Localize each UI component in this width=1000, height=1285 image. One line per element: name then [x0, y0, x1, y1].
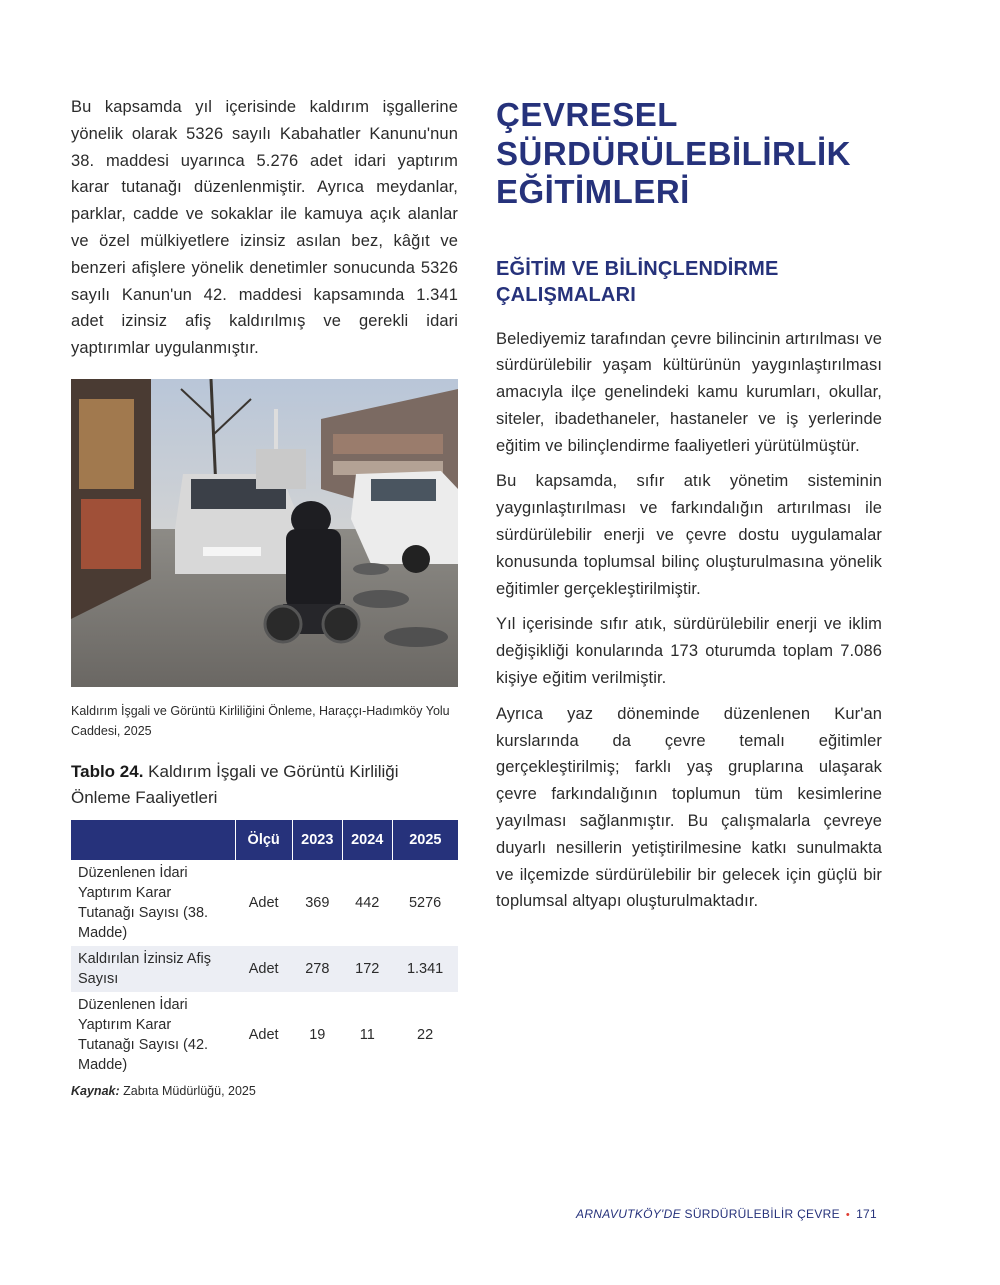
header-unit: Ölçü [235, 820, 292, 860]
row-2024: 172 [342, 946, 392, 992]
source-note [71, 1084, 458, 1098]
activities-table [71, 820, 458, 1078]
section-title-line3: EĞİTİMLERİ [496, 173, 690, 210]
footer-dot-icon: • [845, 1209, 851, 1221]
header-2024: 2024 [342, 820, 392, 860]
header-2023: 2023 [292, 820, 342, 860]
section-title-line1: ÇEVRESEL [496, 96, 678, 133]
subsection-title [496, 256, 882, 308]
section-title [496, 96, 882, 212]
table-row [71, 946, 458, 992]
footer-text: SÜRDÜRÜLEBİLİR ÇEVRE [680, 1207, 840, 1221]
body-paragraph-1: Belediyemiz tarafından çevre bilincinin artırılması ve sürdürülebilir yaşam kültürünün yaygınlaştırılması amacıyla ilçe genelindeki kamu kurumları, okullar, siteler, ibadethaneler, hastaneler ve iş yerlerinde eğitim ve bilinçlendirme faaliyetleri yürütülmüştür. [496, 329, 882, 455]
page-number: 171 [856, 1207, 877, 1221]
row-unit: Adet [235, 946, 292, 992]
row-2025: 22 [417, 1026, 434, 1043]
row-label: Kaldırılan İzinsiz Afiş Sayısı [71, 946, 235, 992]
page-footer [576, 1207, 877, 1221]
source-text: Zabıta Müdürlüğü, 2025 [119, 1083, 256, 1098]
section-title-line2: SÜRDÜRÜLEBİLİRLİK [496, 134, 851, 172]
row-unit: Adet [248, 894, 279, 911]
header-2025: 2025 [392, 820, 458, 860]
row-unit: Adet [248, 1026, 279, 1043]
row-2024: 11 [359, 1026, 375, 1043]
header-empty [71, 820, 235, 860]
photo-caption: Kaldırım İşgali ve Görüntü Kirliliğini Önleme, Haraççı-Hadımköy Yolu Caddesi, 2025 [71, 703, 450, 738]
row-label: Düzenlenen İdari Yaptırım Karar Tutanağı Sayısı (42. Madde) [78, 996, 209, 1073]
table-row [71, 860, 458, 946]
right-column [496, 96, 882, 924]
row-2023: 19 [309, 1026, 326, 1043]
intro-paragraph: Bu kapsamda yıl içerisinde kaldırım işgallerine yönelik olarak 5326 sayılı Kabahatler Kanunu'nun 38. maddesi uyarınca 5.276 adet idari yaptırım karar tutanağı düzenlenmiştir. Ayrıca meydanlar, parklar, cadde ve sokaklar ile kamuya açık alanlar ve özel mülkiyetlere izinsiz asılan bez, kâğıt ve benzeri afişlere yönelik denetimler sonucunda 5326 sayılı Kanun'un 42. maddesi kapsamında 1.341 adet izinsiz afiş kaldırılmış ve gerekli idari yaptırımlar uygulanmıştır. [71, 98, 458, 358]
row-2024: 442 [355, 894, 380, 911]
photo-illustration [71, 379, 458, 687]
left-column [71, 94, 458, 1098]
body-paragraph-3: Yıl içerisinde sıfır atık, sürdürülebilir enerji ve iklim değişikliği konularında 173 oturumda toplam 7.086 kişiye eğitim verilmiştir. [496, 615, 882, 688]
table-title [71, 759, 458, 811]
subsection-title-line2: ÇALIŞMALARI [496, 283, 636, 306]
table-header-row [71, 820, 458, 860]
row-2025: 5276 [408, 894, 442, 911]
table-title-text: Kaldırım İşgali ve Görüntü Kirliliği Önleme Faaliyetleri [71, 761, 399, 807]
table-row [71, 992, 458, 1078]
footer-italic: ARNAVUTKÖY'DE [576, 1207, 681, 1221]
body-paragraph-2: Bu kapsamda, sıfır atık yönetim sisteminin yaygınlaştırılması ve farkındalığın artırılması ile sürdürülebilir enerji ve çevre dostu uygulamalar konusunda toplumsal bilinç oluşturulmasına yönelik eğitimler gerçekleştirilmiştir. [496, 472, 882, 598]
row-2025: 1.341 [392, 946, 458, 992]
source-label: Kaynak: [71, 1083, 120, 1098]
row-2023: 369 [305, 894, 330, 911]
subsection-title-line1: EĞİTİM VE BİLİNÇLENDİRME [496, 257, 779, 280]
table-title-number: Tablo 24. [71, 761, 144, 781]
street-photo [71, 379, 458, 687]
row-2023: 278 [292, 946, 342, 992]
row-label: Düzenlenen İdari Yaptırım Karar Tutanağı Sayısı (38. Madde) [78, 864, 209, 941]
body-paragraph-4: Ayrıca yaz döneminde düzenlenen Kur'an kurslarında da çevre temalı eğitimler gerçekleştirilmiş; farklı yaş gruplarına ulaşarak çevre farkındalığının toplumun tüm kesimlerine yayılması sağlanmıştır. Bu çalışmalarla çevreye duyarlı nesillerin yetiştirilmesine katkı sunulmakta ve ilçemizde sürdürülebilir bir gelecek için güçlü bir toplumsal altyapı oluşturulmaktadır. [496, 704, 882, 911]
